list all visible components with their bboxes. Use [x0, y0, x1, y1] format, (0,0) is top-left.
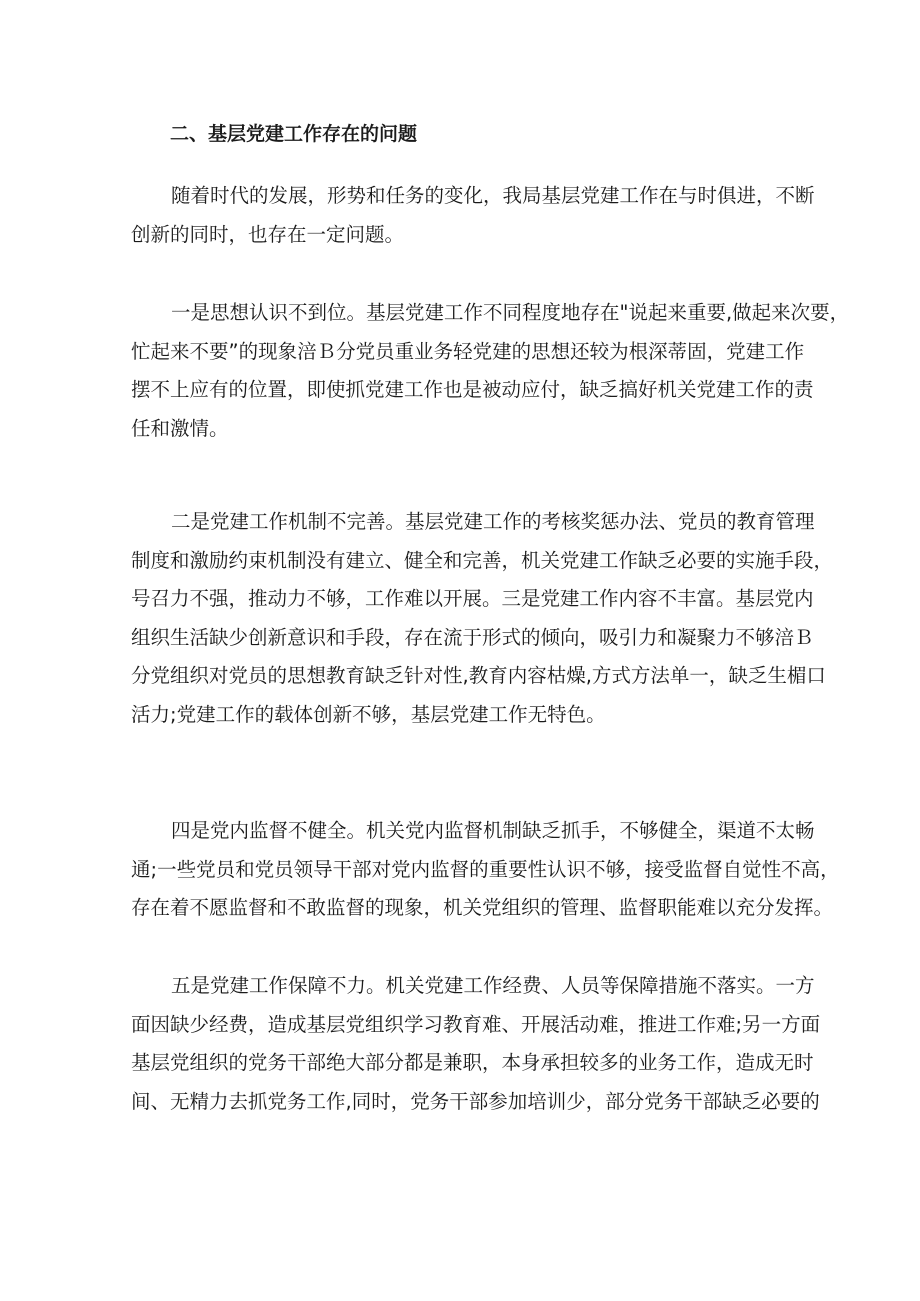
- paragraph-line: 创新的同时，也存在一定问题。: [131, 222, 405, 246]
- paragraph-line: 号召力不强，推动力不够，工作难以开展。三是党建工作内容不丰富。基层党内: [131, 587, 814, 611]
- paragraph-line: 一是思想认识不到位。基层党建工作不同程度地存在"说起来重要,做起来次要，: [171, 301, 850, 324]
- paragraph-line: 随着时代的发展，形势和任务的变化，我局基层党建工作在与时俱进，不断: [171, 184, 815, 207]
- paragraph-issue-5: [131, 967, 821, 1121]
- paragraph-line: 组织生活缺少创新意识和手段，存在流于形式的倾向，吸引力和凝聚力不够涪Ｂ: [131, 625, 814, 649]
- paragraph-line: 四是党内监督不健全。机关党内监督机制缺乏抓手，不够健全，渠道不太畅: [171, 819, 815, 842]
- paragraph-line: 忙起来不要”的现象涪Ｂ分党员重业务轻党建的思想还较为根深蒂固，党建工作: [131, 339, 805, 363]
- paragraph-intro: [131, 177, 815, 254]
- paragraph-line: 通;一些党员和党员领导干部对党内监督的重要性认识不够，接受监督自觉性不高，: [131, 857, 840, 881]
- paragraph-line: 存在着不愿监督和不敢监督的现象，机关党组织的管理、监督职能难以充分发挥。: [131, 896, 834, 920]
- paragraph-line: 二是党建工作机制不完善。基层党建工作的考核奖惩办法、党员的教育管理: [171, 510, 815, 533]
- paragraph-issue-1: [131, 294, 850, 448]
- paragraph-line: 基层党组织的党务干部绝大部分都是兼职，本身承担较多的业务工作，造成无时: [131, 1051, 814, 1075]
- paragraph-line: 五是党建工作保障不力。机关党建工作经费、人员等保障措施不落实。一方: [171, 974, 815, 997]
- paragraph-line: 间、无精力去抓党务工作,同时，党务干部参加培训少，部分党务干部缺乏必要的: [131, 1089, 820, 1113]
- paragraph-line: 分党组织对党员的思想教育缺乏针对性,教育内容枯燥,方式方法单一，缺乏生楣口: [131, 664, 826, 688]
- paragraph-line: 任和激情。: [131, 416, 229, 440]
- paragraph-line: 制度和激励约束机制没有建立、健全和完善，机关党建工作缺乏必要的实施手段，: [131, 548, 834, 572]
- paragraph-line: 活力;党建工作的载体创新不够，基层党建工作无特色。: [131, 702, 606, 726]
- paragraph-line: 摆不上应有的位置，即使抓党建工作也是被动应付，缺乏搞好机关党建工作的责: [131, 378, 814, 402]
- paragraph-issue-4: [131, 812, 840, 928]
- section-heading: 二、基层党建工作存在的问题: [170, 123, 418, 145]
- paragraph-issue-2-3: [131, 503, 834, 735]
- paragraph-line: 面因缺少经费，造成基层党组织学习教育难、开展活动难，推进工作难;另一方面: [131, 1012, 821, 1036]
